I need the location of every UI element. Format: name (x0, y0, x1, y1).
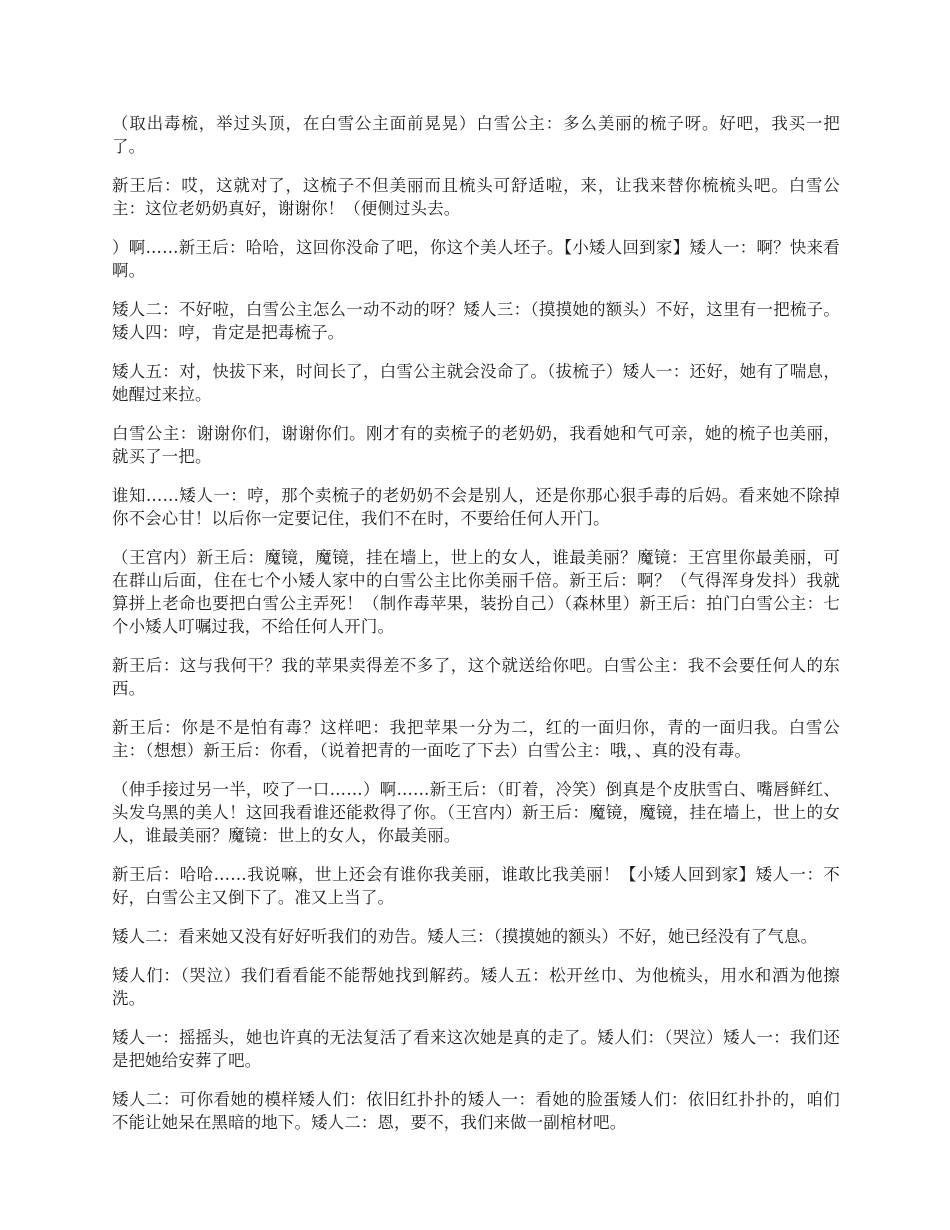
document-body (112, 112, 840, 1150)
paragraph-11: （伸手接过另一半，咬了一口……）啊……新王后：（盯着，冷笑）倒真是个皮肤雪白、嘴唇鲜红、头发乌黑的美人！这回我看谁还能救得了你。（王宫内）新王后：魔镜，魔镜，挂在墙上，世上的女人，谁最美丽？魔镜：世上的女人，你最美丽。 (112, 780, 840, 845)
paragraph-14: 矮人们：（哭泣）我们看看能不能帮她找到解药。矮人五：松开丝巾、为他梳头，用水和酒为他擦洗。 (112, 966, 840, 1008)
paragraph-9: 新王后：这与我何干？我的苹果卖得差不多了，这个就送给你吧。白雪公主：我不会要任何人的东西。 (112, 656, 840, 698)
paragraph-6: 白雪公主：谢谢你们，谢谢你们。刚才有的卖梳子的老奶奶，我看她和气可亲，她的梳子也美丽，就买了一把。 (112, 424, 840, 466)
paragraph-16: 矮人二：可你看她的模样矮人们：依旧红扑扑的矮人一：看她的脸蛋矮人们：依旧红扑扑的，咱们不能让她呆在黑暗的地下。矮人二：恩，要不，我们来做一副棺材吧。 (112, 1090, 840, 1132)
paragraph-4: 矮人二：不好啦，白雪公主怎么一动不动的呀？矮人三：（摸摸她的额头）不好，这里有一把梳子。矮人四：哼，肯定是把毒梳子。 (112, 300, 840, 342)
paragraph-10: 新王后：你是不是怕有毒？这样吧：我把苹果一分为二，红的一面归你，青的一面归我。白雪公主：（想想）新王后：你看，（说着把青的一面吃了下去）白雪公主：哦，、真的没有毒。 (112, 718, 840, 760)
paragraph-2: 新王后：哎，这就对了，这梳子不但美丽而且梳头可舒适啦，来，让我来替你梳梳头吧。白雪公主：这位老奶奶真好，谢谢你！（便侧过头去。 (112, 176, 840, 218)
paragraph-15: 矮人一：摇摇头，她也许真的无法复活了看来这次她是真的走了。矮人们：（哭泣）矮人一：我们还是把她给安葬了吧。 (112, 1028, 840, 1070)
paragraph-13: 矮人二：看来她又没有好好听我们的劝告。矮人三：（摸摸她的额头）不好，她已经没有了气息。 (112, 927, 818, 946)
paragraph-8: （王宫内）新王后：魔镜，魔镜，挂在墙上，世上的女人，谁最美丽？魔镜：王宫里你最美丽，可在群山后面，住在七个小矮人家中的白雪公主比你美丽千倍。新王后：啊？（气得浑身发抖）我就算拼上老命也要把白雪公主弄死！（制作毒苹果，装扮自己）（森林里）新王后：拍门白雪公主：七个小矮人叮嘱过我，不给任何人开门。 (112, 548, 840, 636)
paragraph-12: 新王后：哈哈……我说嘛，世上还会有谁你我美丽，谁敢比我美丽！【小矮人回到家】矮人一：不好，白雪公主又倒下了。准又上当了。 (112, 865, 840, 907)
paragraph-3: ）啊……新王后：哈哈，这回你没命了吧，你这个美人坯子。【小矮人回到家】矮人一：啊？快来看啊。 (112, 238, 840, 280)
paragraph-5: 矮人五：对，快拔下来，时间长了，白雪公主就会没命了。（拔梳子）矮人一：还好，她有了喘息，她醒过来拉。 (112, 362, 840, 404)
paragraph-1: （取出毒梳，举过头顶，在白雪公主面前晃晃）白雪公主：多么美丽的梳子呀。好吧，我买一把了。 (112, 114, 840, 156)
paragraph-7: 谁知……矮人一：哼，那个卖梳子的老奶奶不会是别人，还是你那心狠手毒的后妈。看来她不除掉你不会心甘！以后你一定要记住，我们不在时，不要给任何人开门。 (112, 486, 840, 528)
